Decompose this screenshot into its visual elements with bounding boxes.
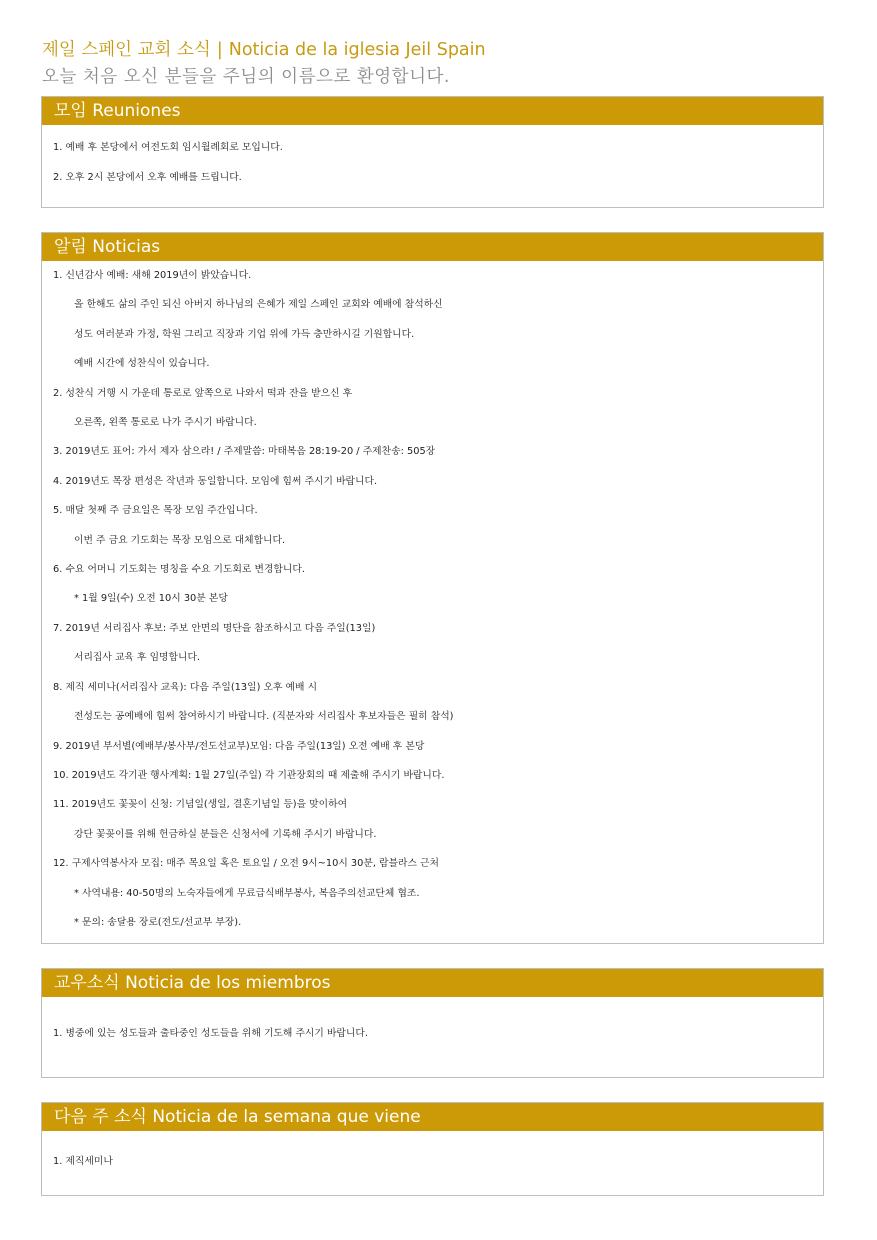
list-item-continuation: 성도 여러분과 가정, 학원 그리고 직장과 기업 위에 가득 충만하시길 기원합니다. xyxy=(74,328,415,340)
list-item-continuation: 이번 주 금요 기도회는 목장 모임으로 대체합니다. xyxy=(74,534,286,546)
page-header xyxy=(42,38,842,90)
list-item-note: * 문의: 송달용 장로(전도/선교부 부장). xyxy=(74,916,242,928)
section-title: 교우소식 Noticia de los miembros xyxy=(42,969,823,997)
list-item: 1. 신년감사 예배: 새해 2019년이 밝았습니다. xyxy=(53,270,252,281)
list-item: 2. 오후 2시 본당에서 오후 예배를 드립니다. xyxy=(53,172,242,183)
section-title: 모임 Reuniones xyxy=(42,97,823,125)
page-title xyxy=(42,38,842,62)
title-spanish: Noticia de la iglesia Jeil Spain xyxy=(228,40,486,60)
list-item-continuation: 예배 시간에 성찬식이 있습니다. xyxy=(74,358,210,370)
list-item: 3. 2019년도 표어: 가서 제자 삼으라! / 주제말씀: 마태복음 28:19-20 / 주제찬송: 505장 xyxy=(53,446,436,458)
section-title: 알림 Noticias xyxy=(42,233,823,261)
title-korean: 제일 스페인 교회 소식 xyxy=(42,40,211,60)
list-item: 4. 2019년도 목장 편성은 작년과 동일합니다. 모임에 힘써 주시기 바랍니다. xyxy=(53,475,378,487)
title-separator: | xyxy=(216,40,223,60)
list-item-continuation: 강단 꽃꽂이를 위해 헌금하실 분들은 신청서에 기록해 주시기 바랍니다. xyxy=(74,828,377,840)
list-item-note: * 1월 9일(수) 오전 10시 30분 본당 xyxy=(74,593,228,605)
section-reuniones xyxy=(41,96,824,208)
section-semana xyxy=(41,1102,824,1196)
list-item: 1. 예배 후 본당에서 여전도회 임시월례회로 모입니다. xyxy=(53,142,283,153)
item-list xyxy=(42,997,823,1049)
list-item-continuation: 오른쪽, 왼쪽 통로로 나가 주시기 바랍니다. xyxy=(74,417,257,429)
section-title: 다음 주 소식 Noticia de la semana que viene xyxy=(42,1103,823,1131)
item-list xyxy=(42,125,823,193)
welcome-subtitle: 오늘 처음 오신 분들을 주님의 이름으로 환영합니다. xyxy=(42,67,450,87)
list-item: 7. 2019년 서리집사 후보: 주보 안면의 명단을 참조하시고 다음 주일(13일) xyxy=(53,622,376,634)
item-list xyxy=(42,261,823,937)
list-item: 5. 매달 첫째 주 금요일은 목장 모임 주간입니다. xyxy=(53,505,258,517)
list-item-continuation: 전성도는 공예배에 힘써 참여하시기 바랍니다. (직분자와 서리집사 후보자들은 필히 참석) xyxy=(74,711,454,723)
item-list xyxy=(42,1131,823,1177)
list-item: 1. 제직세미나 xyxy=(53,1156,113,1167)
list-item: 9. 2019년 부서별(예배부/봉사부/전도선교부)모임: 다음 주일(13일) 오전 예배 후 본당 xyxy=(53,740,425,752)
list-item-continuation: 올 한해도 삶의 주인 되신 아버지 하나님의 은혜가 제일 스페인 교회와 예배에 참석하신 xyxy=(74,299,443,311)
list-item: 11. 2019년도 꽃꽂이 신청: 기념일(생일, 결혼기념일 등)을 맞이하여 xyxy=(53,799,348,811)
list-item: 2. 성찬식 거행 시 가운데 통로로 앞쪽으로 나와서 떡과 잔을 받으신 후 xyxy=(53,387,353,399)
list-item: 6. 수요 어머니 기도회는 명칭을 수요 기도회로 변경합니다. xyxy=(53,564,305,576)
section-noticias xyxy=(41,232,824,944)
list-item-note: * 사역내용: 40-50명의 노숙자들에게 무료급식배부봉사, 복음주의선교단체 협조. xyxy=(74,887,420,899)
list-item-continuation: 서리집사 교육 후 임명합니다. xyxy=(74,652,201,664)
list-item: 8. 제직 세미나(서리집사 교육): 다음 주일(13일) 오후 예배 시 xyxy=(53,681,318,693)
list-item: 1. 병중에 있는 성도들과 출타중인 성도들을 위해 기도해 주시기 바랍니다. xyxy=(53,1028,368,1039)
list-item: 10. 2019년도 각기관 행사계획: 1월 27일(주일) 각 기관장회의 때 제출해 주시기 바랍니다. xyxy=(53,769,445,781)
section-miembros xyxy=(41,968,824,1078)
list-item: 12. 구제사역봉사자 모집: 매주 목요일 혹은 토요일 / 오전 9시~10시 30분, 람블라스 근처 xyxy=(53,858,439,870)
